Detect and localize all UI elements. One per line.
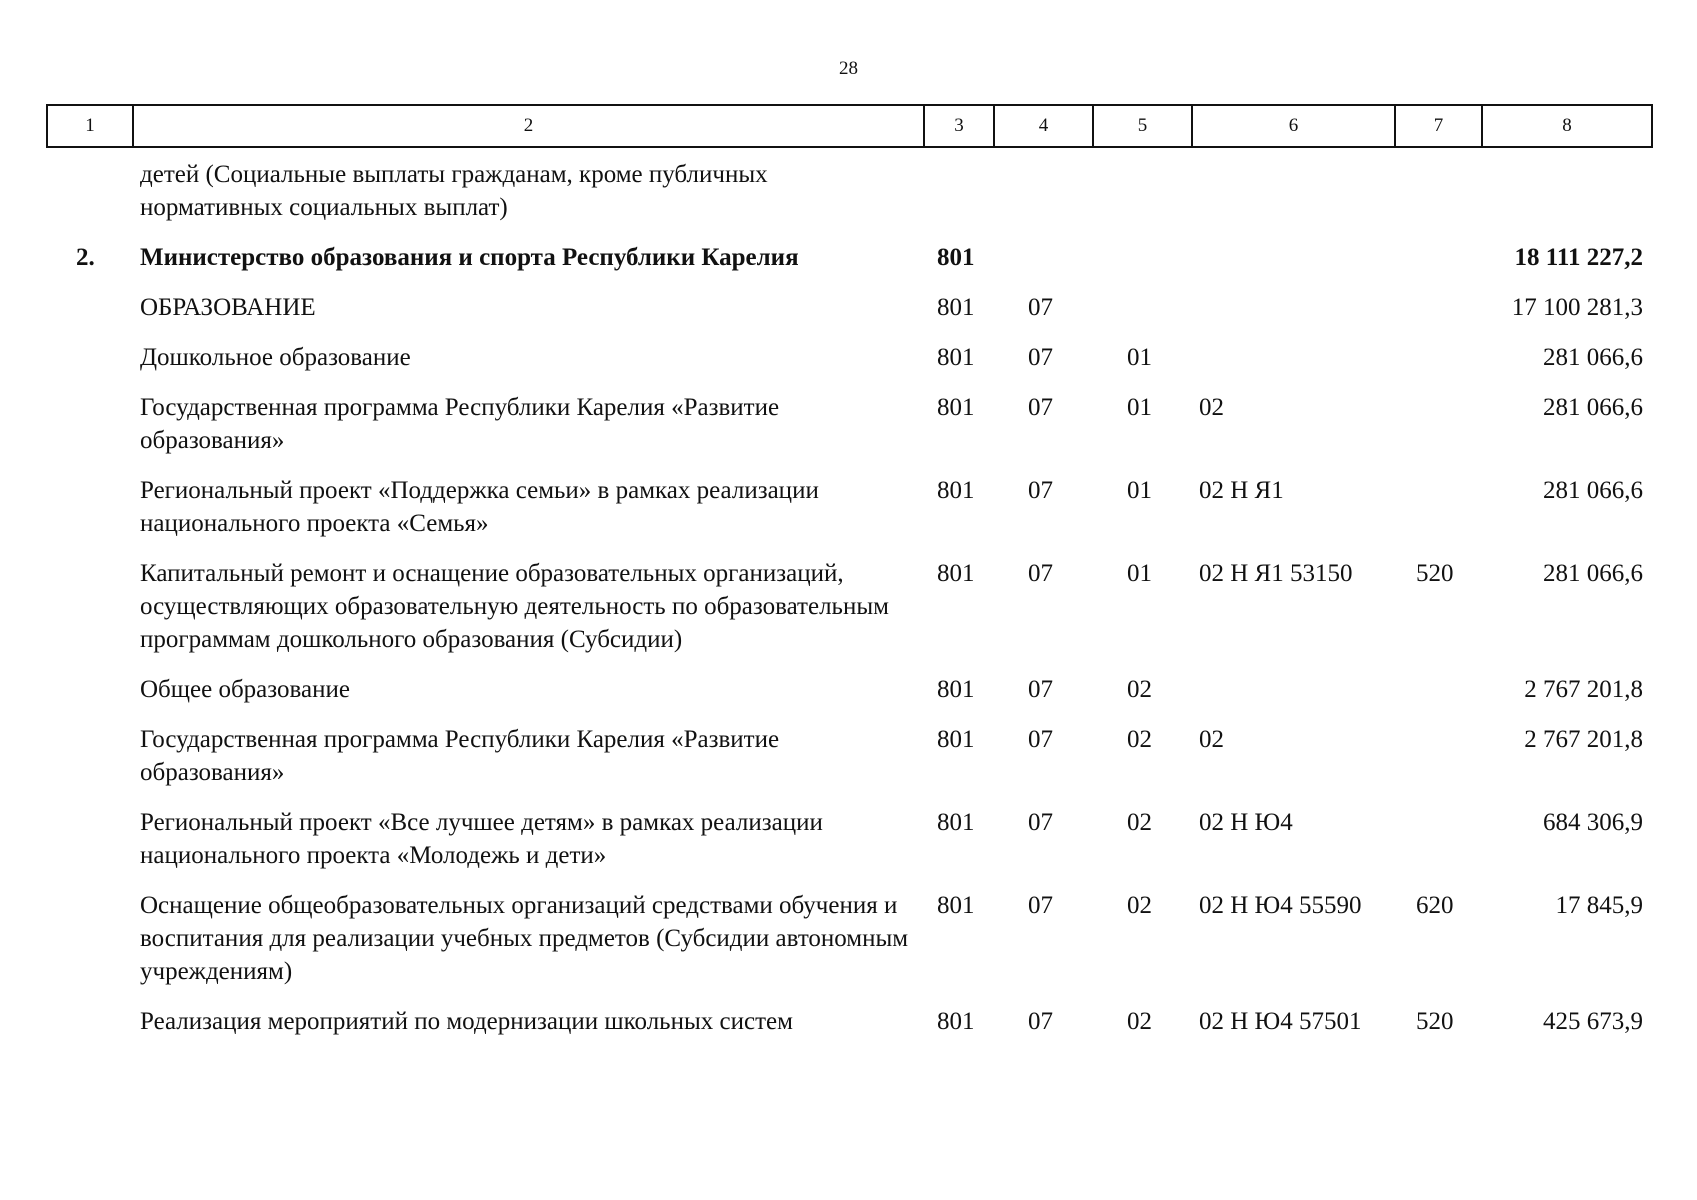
row-number — [46, 667, 132, 717]
row-code-5 — [1092, 235, 1191, 285]
row-code-5: 01 — [1127, 344, 1152, 371]
row-amount: 281 066,6 — [1543, 394, 1643, 421]
table-row — [46, 285, 1651, 335]
row-code-4: 07 — [1028, 892, 1053, 919]
row-name: Реализация мероприятий по модернизации школьных систем — [140, 1008, 793, 1035]
row-code-7: 620 — [1416, 892, 1454, 919]
row-name: Дошкольное образование — [140, 344, 411, 371]
row-code-3: 801 — [937, 676, 975, 703]
row-number — [46, 285, 132, 335]
row-code-5: 01 — [1127, 477, 1152, 504]
row-number — [46, 335, 132, 385]
row-code-3: 801 — [937, 244, 975, 271]
row-name: Общее образование — [140, 676, 350, 703]
column-header-1: 1 — [47, 105, 133, 147]
table-row — [46, 883, 1651, 999]
row-number — [46, 385, 132, 468]
row-code-6: 02 Н Я1 53150 — [1199, 560, 1353, 587]
row-code-3: 801 — [937, 477, 975, 504]
row-code-3: 801 — [937, 344, 975, 371]
row-code-4: 07 — [1028, 1008, 1053, 1035]
row-amount: 18 111 227,2 — [1514, 244, 1643, 271]
row-code-3: 801 — [937, 560, 975, 587]
table-row — [46, 235, 1651, 285]
row-number: 2. — [76, 244, 95, 271]
table-row — [46, 667, 1651, 717]
row-number — [46, 150, 132, 235]
row-code-6: 02 — [1199, 394, 1224, 421]
row-code-7 — [1394, 335, 1481, 385]
row-code-6: 02 Н Я1 — [1199, 477, 1284, 504]
row-code-4: 07 — [1028, 809, 1053, 836]
row-code-7 — [1394, 717, 1481, 800]
row-number — [46, 999, 132, 1049]
row-name: ОБРАЗОВАНИЕ — [140, 294, 316, 321]
row-code-6: 02 Н Ю4 — [1199, 809, 1293, 836]
row-name: Министерство образования и спорта Республики Карелия — [140, 244, 799, 271]
row-amount: 281 066,6 — [1543, 477, 1643, 504]
row-code-7: 520 — [1416, 560, 1454, 587]
row-name: Капитальный ремонт и оснащение образовательных организаций, осуществляющих образовательную деятельность по образовательным программам дошкольного образования (Субсидии) — [140, 560, 889, 653]
row-code-3 — [923, 150, 993, 235]
row-code-6 — [1191, 235, 1394, 285]
table-row — [46, 800, 1651, 883]
row-code-7 — [1394, 385, 1481, 468]
row-amount: 281 066,6 — [1543, 560, 1643, 587]
row-name: Государственная программа Республики Карелия «Развитие образования» — [140, 394, 780, 454]
row-code-5: 02 — [1127, 809, 1152, 836]
row-code-6: 02 Н Ю4 57501 — [1199, 1008, 1362, 1035]
row-number — [46, 800, 132, 883]
row-code-6 — [1191, 335, 1394, 385]
table-row — [46, 999, 1651, 1049]
row-code-4: 07 — [1028, 394, 1053, 421]
row-number — [46, 468, 132, 551]
row-code-6 — [1191, 285, 1394, 335]
row-code-7: 520 — [1416, 1008, 1454, 1035]
row-amount: 2 767 201,8 — [1524, 726, 1643, 753]
row-amount: 17 845,9 — [1555, 892, 1643, 919]
column-header-5: 5 — [1093, 105, 1192, 147]
row-code-6 — [1191, 667, 1394, 717]
row-code-3: 801 — [937, 394, 975, 421]
table-row — [46, 551, 1651, 667]
row-code-6: 02 — [1199, 726, 1224, 753]
row-code-5: 02 — [1127, 676, 1152, 703]
page-number: 28 — [839, 58, 858, 79]
row-code-3: 801 — [937, 294, 975, 321]
row-code-7 — [1394, 150, 1481, 235]
row-amount: 2 767 201,8 — [1524, 676, 1643, 703]
row-code-5 — [1092, 285, 1191, 335]
row-code-4: 07 — [1028, 344, 1053, 371]
row-code-4: 07 — [1028, 726, 1053, 753]
table-row — [46, 385, 1651, 468]
row-amount: 684 306,9 — [1543, 809, 1643, 836]
row-name: Региональный проект «Все лучшее детям» в рамках реализации национального проекта «Молодежь и дети» — [140, 809, 823, 869]
row-code-7 — [1394, 800, 1481, 883]
column-header-7: 7 — [1395, 105, 1482, 147]
row-number — [46, 717, 132, 800]
row-code-5: 02 — [1127, 726, 1152, 753]
row-code-5: 01 — [1127, 560, 1152, 587]
row-code-3: 801 — [937, 809, 975, 836]
row-code-4: 07 — [1028, 477, 1053, 504]
row-code-4 — [993, 235, 1092, 285]
row-code-6 — [1191, 150, 1394, 235]
row-code-6: 02 Н Ю4 55590 — [1199, 892, 1362, 919]
row-code-4: 07 — [1028, 294, 1053, 321]
budget-table — [46, 150, 1651, 1049]
column-header-8: 8 — [1482, 105, 1652, 147]
row-name: детей (Социальные выплаты гражданам, кроме публичных нормативных социальных выплат) — [140, 161, 768, 221]
row-code-5: 02 — [1127, 892, 1152, 919]
column-header-3: 3 — [924, 105, 994, 147]
row-name: Региональный проект «Поддержка семьи» в рамках реализации национального проекта «Семья» — [140, 477, 819, 537]
row-code-4: 07 — [1028, 676, 1053, 703]
row-code-7 — [1394, 285, 1481, 335]
row-name: Оснащение общеобразовательных организаций средствами обучения и воспитания для реализации учебных предметов (Субсидии автономным учреждениям) — [140, 892, 909, 985]
row-code-7 — [1394, 235, 1481, 285]
table-row — [46, 335, 1651, 385]
row-code-5 — [1092, 150, 1191, 235]
row-code-3: 801 — [937, 1008, 975, 1035]
table-row — [46, 717, 1651, 800]
row-number — [46, 551, 132, 667]
row-amount — [1481, 150, 1651, 235]
row-amount: 281 066,6 — [1543, 344, 1643, 371]
row-code-4: 07 — [1028, 560, 1053, 587]
row-code-5: 02 — [1127, 1008, 1152, 1035]
row-code-4 — [993, 150, 1092, 235]
table-row — [46, 468, 1651, 551]
row-code-3: 801 — [937, 892, 975, 919]
column-header-4: 4 — [994, 105, 1093, 147]
row-number — [46, 883, 132, 999]
row-amount: 425 673,9 — [1543, 1008, 1643, 1035]
column-header-2: 2 — [133, 105, 924, 147]
row-amount: 17 100 281,3 — [1511, 294, 1643, 321]
row-code-5: 01 — [1127, 394, 1152, 421]
row-name: Государственная программа Республики Карелия «Развитие образования» — [140, 726, 780, 786]
table-row — [46, 150, 1651, 235]
row-code-3: 801 — [937, 726, 975, 753]
column-header-6: 6 — [1192, 105, 1395, 147]
row-code-7 — [1394, 468, 1481, 551]
column-header-table — [46, 104, 1653, 148]
row-code-7 — [1394, 667, 1481, 717]
